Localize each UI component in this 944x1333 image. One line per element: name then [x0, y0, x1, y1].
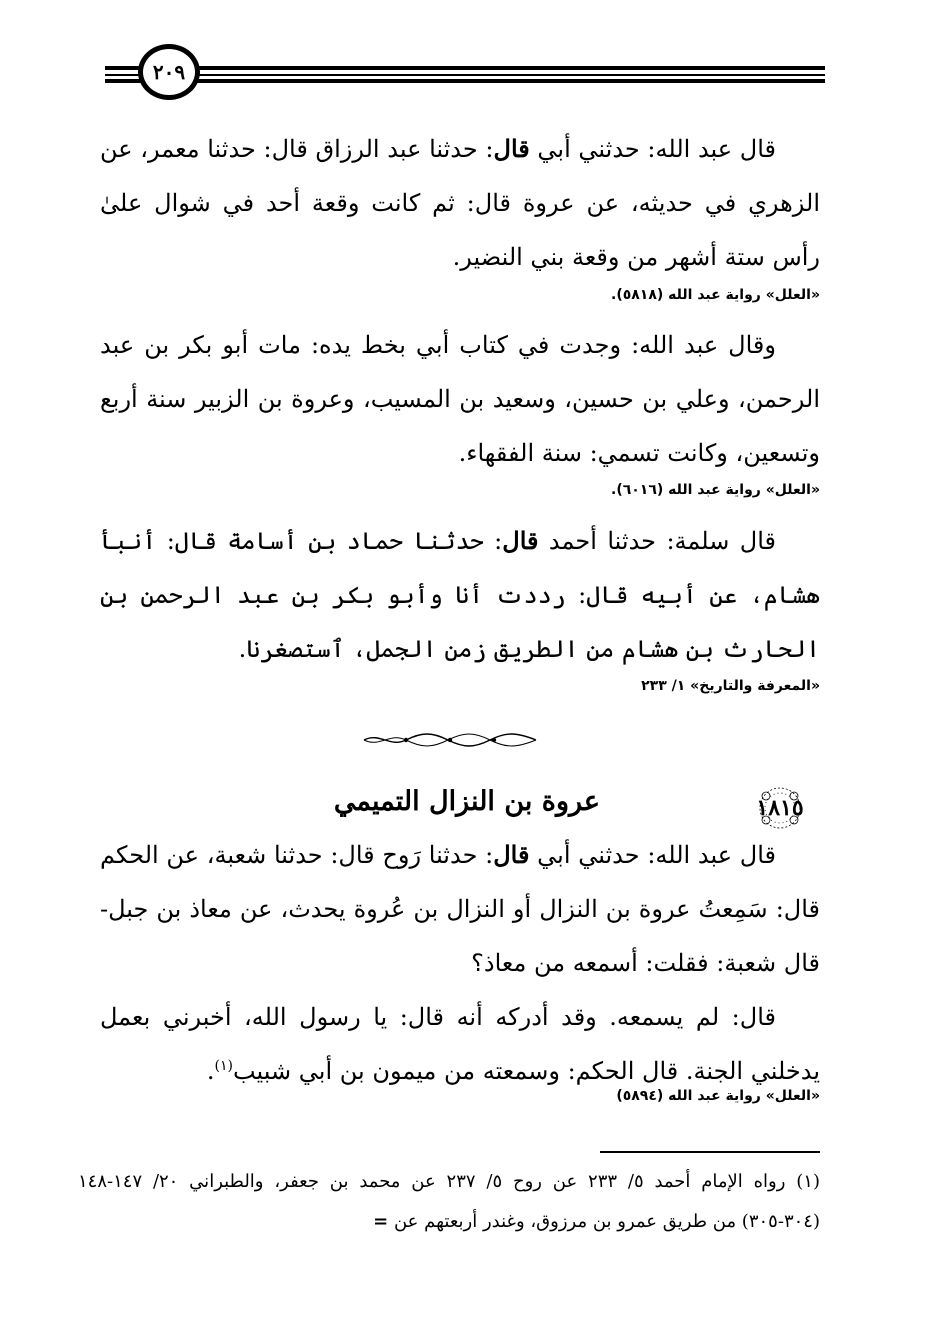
- source-citation-1: «العلل» رواية عبد الله (٥٨١٨).: [611, 287, 820, 303]
- narration-1-text: [100, 122, 820, 284]
- page-number-text: ٢٠٩: [152, 60, 186, 84]
- page-number: [138, 44, 200, 100]
- header-rule-thick-lower: [105, 79, 825, 83]
- narration-3-text: [100, 514, 820, 676]
- footnote-ref[interactable]: (١): [214, 1058, 233, 1074]
- entry-p1-rest: : حدثنا رَوح قال: حدثنا شعبة، عن الحكم قال: سَمِعتُ عروة بن النزال أو النزال بن عُروة يحدث، عن معاذ بن جبل- قال شعبة: فقلت: أسمعه من معاذ؟: [100, 841, 820, 977]
- header-rule-thin: [105, 74, 825, 76]
- entry-p2-text: قال: لم يسمعه. وقد أدركه أنه قال: يا رسول الله، أخبرني بعمل يدخلني الجنة. قال الحكم: وسمعته من ميمون بن أبي شبيب: [100, 1003, 820, 1085]
- entry-number: ١٨١٥: [756, 795, 804, 821]
- header-rule: [105, 62, 825, 86]
- narration-1-part: قال عبد الله: حدثني أبي: [529, 135, 777, 163]
- entry-number-badge: [738, 784, 822, 832]
- footnote-continuation-mark: =: [373, 1211, 389, 1232]
- narration-1-bold: قال: [493, 134, 530, 163]
- entry-paragraph-1: [100, 828, 820, 990]
- footnote-rule: [600, 1151, 820, 1153]
- entry-body: [100, 828, 820, 1098]
- narration-3-part: قال سلمة: حدثنا أحمد: [538, 527, 776, 555]
- source-citation-2: «العلل» رواية عبد الله (٦٠١٦).: [611, 482, 820, 498]
- footnote-text: (١) رواه الإمام أحمد ٥/ ٢٣٣ عن روح ٥/ ٢٣٧ عن محمد بن جعفر، والطبراني ٢٠/ ١٤٧-١٤٨ (٣٠٤-٣٠٥) من طريق عمرو بن مرزوق، وغندر أربعتهم عن: [78, 1171, 820, 1232]
- narration-3-bold: قال: [502, 526, 539, 555]
- source-citation-3: «المعرفة والتاريخ» ١/ ٢٣٣: [641, 678, 820, 694]
- footnote: [78, 1162, 820, 1242]
- narration-3-rest: : حدثنا حماد بن أسامة قال: أنبأ هشام، عن أبيه قال: رددت أنا وأبو بكر بن عبد الرحمن بن الحارث بن هشام من الطريق زمن الجمل، ٱستصغرنا.: [100, 527, 820, 663]
- entry-p1-part: قال عبد الله: حدثني أبي: [529, 841, 777, 869]
- entry-p1-bold: قال: [493, 840, 530, 869]
- source-citation-4: «العلل» رواية عبد الله (٥٨٩٤): [616, 1088, 820, 1104]
- entry-p2-end: .: [206, 1057, 215, 1085]
- ornament-divider: [360, 732, 540, 748]
- entry-heading: [100, 784, 820, 834]
- header-rule-thick: [105, 66, 825, 70]
- narration-1: [100, 122, 820, 284]
- narration-2-text: وقال عبد الله: وجدت في كتاب أبي بخط يده: مات أبو بكر بن عبد الرحمن، وعلي بن حسين، وسعيد بن المسيب، وعروة بن الزبير سنة أربع وتسعين، وكانت تسمي: سنة الفقهاء.: [100, 331, 820, 467]
- narration-2: [100, 318, 820, 480]
- entry-title: عروة بن النزال التميمي: [333, 786, 600, 817]
- narration-3: [100, 514, 820, 676]
- entry-paragraph-2: [100, 990, 820, 1098]
- narration-1-rest: : حدثنا عبد الرزاق قال: حدثنا معمر، عن الزهري في حديثه، عن عروة قال: ثم كانت وقعة أحد في شوال علىٰ رأس ستة أشهر من وقعة بني النضير.: [100, 135, 820, 271]
